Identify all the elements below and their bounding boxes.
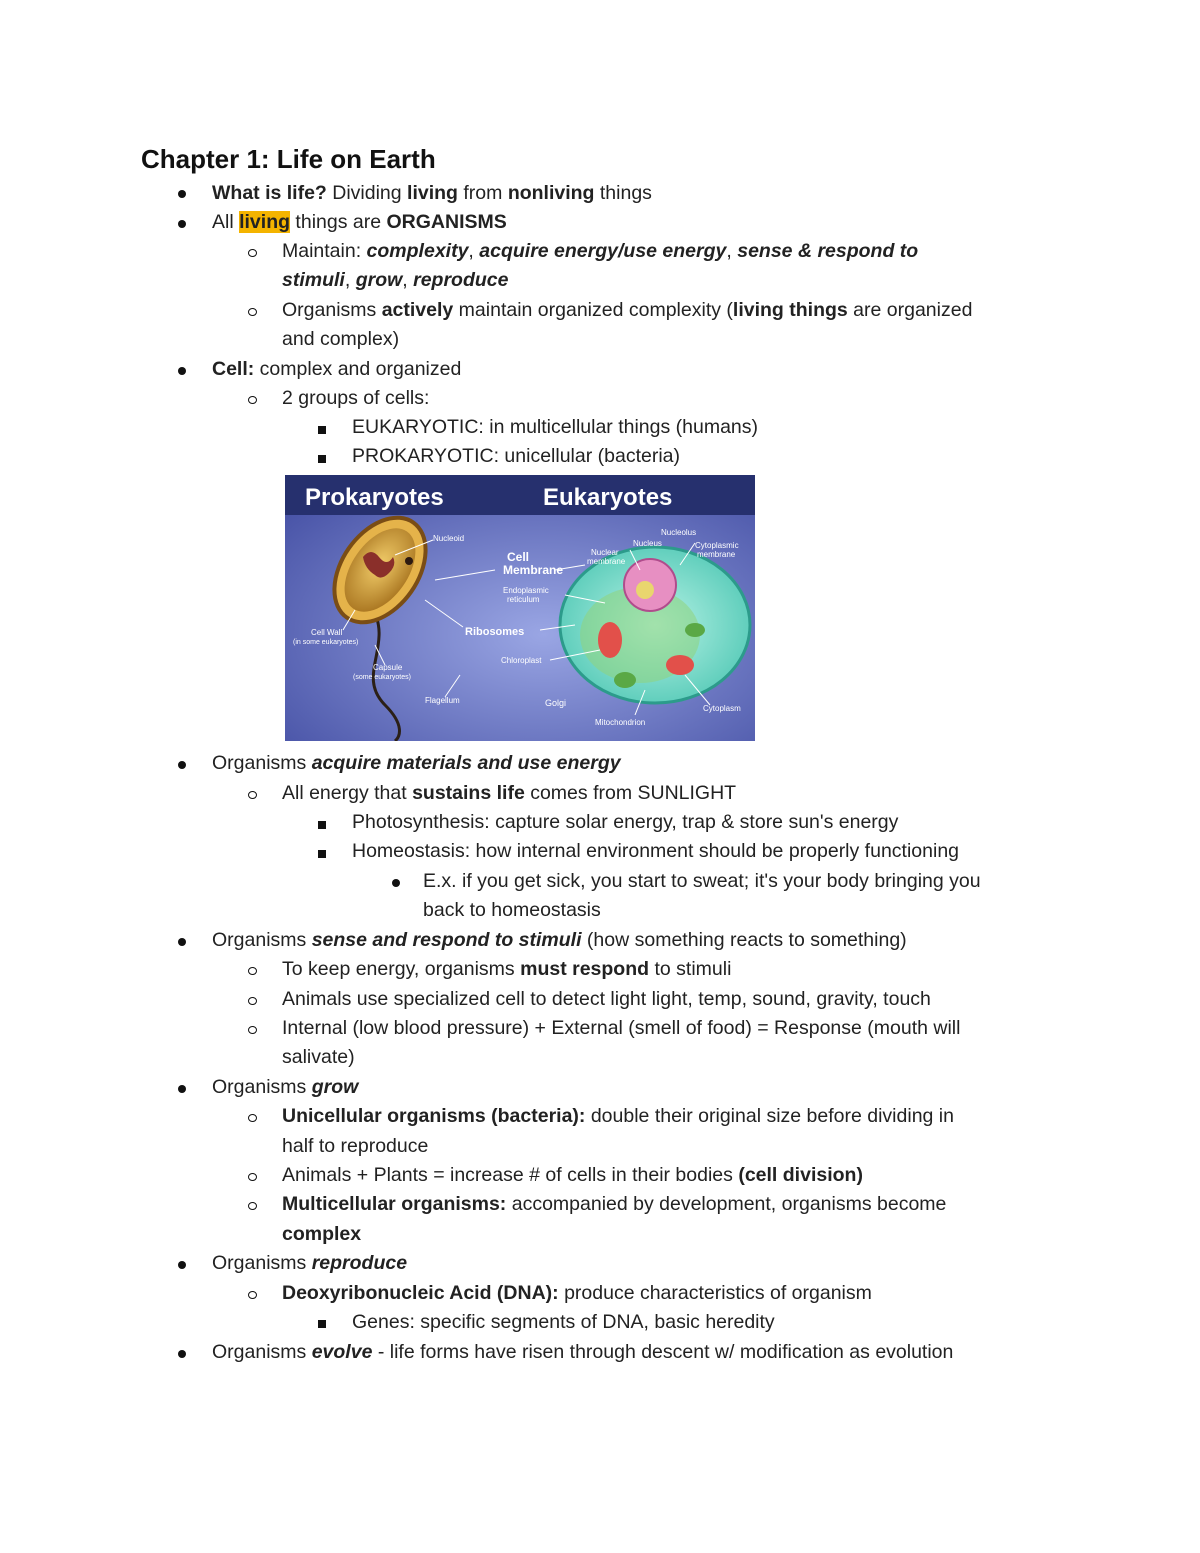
text-run: double their original size before dividing in	[585, 1105, 954, 1127]
bullet-disc	[178, 190, 186, 198]
note-line	[212, 355, 461, 385]
bullet-circle	[248, 1114, 257, 1122]
note-line	[282, 384, 429, 414]
bullet-disc	[178, 938, 186, 946]
text-run: Organisms	[282, 299, 382, 321]
label-cell-wall-sub: (in some eukaryotes)	[293, 639, 359, 646]
note-line	[352, 413, 758, 443]
text-run: All	[212, 211, 240, 233]
text-run: To keep energy, organisms	[282, 958, 521, 980]
note-line	[352, 1308, 775, 1338]
bullet-circle	[248, 1291, 257, 1299]
text-run: evolve	[311, 1341, 373, 1363]
label-membrane: Membrane	[502, 563, 564, 577]
note-line	[282, 1102, 954, 1132]
note-line	[282, 1043, 355, 1073]
text-run: E.x. if you get sick, you start to sweat; it's your body bringing you	[423, 870, 981, 892]
note-line	[282, 325, 399, 355]
label-flagellum: Flagellum	[425, 696, 460, 705]
heading-prokaryotes: Prokaryotes	[305, 484, 444, 511]
bullet-square	[318, 455, 326, 463]
text-run: Animals use specialized cell to detect light light, temp, sound, gravity, touch	[282, 988, 931, 1010]
text-run: must respond	[520, 958, 650, 980]
label-nuclear-membrane: membrane	[587, 557, 626, 566]
label-capsule-sub: (some eukaryotes)	[353, 674, 411, 681]
text-run: Photosynthesis: capture solar energy, trap & store sun's energy	[352, 811, 899, 833]
bullet-disc	[178, 367, 186, 375]
text-run: sense and respond to stimuli	[311, 929, 582, 951]
note-line	[352, 808, 898, 838]
label-ribosomes: Ribosomes	[465, 626, 525, 638]
text-run: Maintain:	[282, 240, 367, 262]
note-line	[212, 1338, 953, 1368]
text-run: grow	[355, 269, 403, 291]
note-line	[282, 1132, 428, 1162]
text-run: Homeostasis: how internal environment should be properly functioning	[352, 840, 960, 862]
text-run: Cell:	[212, 358, 255, 380]
text-run: All energy that	[282, 782, 413, 804]
text-run: Organisms	[212, 1076, 312, 1098]
text-run: Organisms	[212, 929, 312, 951]
text-run: produce characteristics of organism	[558, 1282, 872, 1304]
label-chloroplast: Chloroplast	[501, 656, 542, 665]
bullet-square	[318, 426, 326, 434]
label-cytoplasmic: Cytoplasmic	[695, 541, 739, 550]
bullet-disc	[178, 1350, 186, 1358]
text-run: sustains life	[412, 782, 525, 804]
label-cell-wall: Cell Wall	[311, 628, 343, 637]
label-golgi: Golgi	[545, 698, 567, 708]
text-run: Organisms	[212, 1252, 312, 1274]
text-run: ,	[402, 269, 414, 291]
text-run: Animals + Plants = increase # of cells in their bodies	[282, 1164, 739, 1186]
note-line	[212, 208, 507, 238]
bullet-circle	[248, 967, 257, 975]
label-er-sub: reticulum	[507, 595, 540, 604]
note-line	[282, 955, 731, 985]
label-nuclear: Nuclear	[591, 548, 619, 557]
label-cytoplasm: Cytoplasm	[703, 704, 741, 713]
bullet-disc	[178, 761, 186, 769]
bullet-circle	[248, 1202, 257, 1210]
text-run: Organisms	[212, 752, 312, 774]
bullet-circle	[248, 1026, 257, 1034]
label-mitochondrion: Mitochondrion	[595, 718, 646, 727]
label-cytoplasmic-membrane: membrane	[697, 550, 736, 559]
text-run: sense & respond to	[737, 240, 919, 262]
text-run: Internal (low blood pressure) + External (smell of food) = Response (mouth will	[282, 1017, 961, 1039]
text-run: acquire energy/use energy	[479, 240, 727, 262]
label-er: Endoplasmic	[503, 586, 549, 595]
note-line	[282, 1161, 863, 1191]
text-run: ORGANISMS	[386, 211, 507, 233]
text-run: living things	[732, 299, 848, 321]
bullet-disc	[392, 879, 400, 887]
text-run: and complex)	[282, 328, 400, 350]
text-run: stimuli	[282, 269, 345, 291]
text-run: reproduce	[311, 1252, 408, 1274]
bullet-circle	[248, 249, 257, 257]
note-line	[282, 985, 931, 1015]
bullet-circle	[248, 1173, 257, 1181]
note-line	[282, 1190, 946, 1220]
note-line	[423, 896, 601, 926]
note-line	[282, 779, 736, 809]
text-run: complexity	[366, 240, 469, 262]
text-run: 2 groups of cells:	[282, 387, 430, 409]
text-run: complex	[282, 1223, 362, 1245]
note-line	[352, 837, 959, 867]
text-run: half to reproduce	[282, 1135, 429, 1157]
page-title: Chapter 1: Life on Earth	[141, 144, 436, 174]
text-run: comes from SUNLIGHT	[524, 782, 737, 804]
bullet-disc	[178, 220, 186, 228]
bullet-disc	[178, 1261, 186, 1269]
label-capsule: Capsule	[373, 663, 403, 672]
eukaryote-cell	[560, 547, 750, 703]
bullet-circle	[248, 308, 257, 316]
note-line	[282, 237, 918, 267]
text-run: maintain organized complexity (	[453, 299, 733, 321]
text-run: Multicellular organisms:	[282, 1193, 507, 1215]
bullet-circle	[248, 791, 257, 799]
cell-comparison-illustration	[285, 475, 755, 741]
note-line	[282, 1279, 872, 1309]
text-run: things	[594, 182, 652, 204]
note-line	[212, 1249, 407, 1279]
text-run: actively	[381, 299, 454, 321]
text-run: things are	[290, 211, 387, 233]
text-run: back to homeostasis	[423, 899, 601, 921]
label-nucleolus: Nucleolus	[661, 528, 697, 537]
text-run: living	[407, 182, 458, 204]
heading-eukaryotes: Eukaryotes	[543, 484, 673, 511]
text-run: salivate)	[282, 1046, 355, 1068]
note-line	[352, 442, 680, 472]
label-cell: Cell	[506, 550, 530, 564]
text-run: reproduce	[413, 269, 509, 291]
text-run: nonliving	[507, 182, 595, 204]
text-run: complex and organized	[254, 358, 462, 380]
note-line	[212, 1073, 358, 1103]
bullet-disc	[178, 1085, 186, 1093]
text-run: Deoxyribonucleic Acid (DNA):	[282, 1282, 559, 1304]
text-run: are organized	[847, 299, 973, 321]
text-run: from	[457, 182, 508, 204]
note-line	[282, 266, 508, 296]
note-line	[282, 296, 972, 326]
text-run: Unicellular organisms (bacteria):	[282, 1105, 586, 1127]
bullet-square	[318, 1320, 326, 1328]
note-line	[212, 926, 907, 956]
text-run: Dividing	[326, 182, 408, 204]
text-run: to stimuli	[649, 958, 732, 980]
text-run: (cell division)	[738, 1164, 863, 1186]
note-line	[423, 867, 981, 897]
text-run: grow	[311, 1076, 359, 1098]
bullet-square	[318, 850, 326, 858]
note-line	[212, 179, 652, 209]
bullet-square	[318, 821, 326, 829]
text-run: ,	[344, 269, 356, 291]
note-line	[282, 1220, 361, 1250]
text-run: (how something reacts to something)	[581, 929, 907, 951]
label-nucleus: Nucleus	[633, 539, 662, 548]
label-nucleoid: Nucleoid	[433, 534, 465, 543]
note-line	[282, 1014, 960, 1044]
bullet-circle	[248, 396, 257, 404]
text-run: ,	[726, 240, 738, 262]
text-run: acquire materials and use energy	[311, 752, 621, 774]
text-run: Organisms	[212, 1341, 312, 1363]
text-run: ,	[468, 240, 480, 262]
text-run: Genes: specific segments of DNA, basic heredity	[352, 1311, 775, 1333]
text-run: accompanied by development, organisms become	[506, 1193, 947, 1215]
text-run: PROKARYOTIC: unicellular (bacteria)	[352, 445, 680, 467]
text-run: EUKARYOTIC: in multicellular things (humans)	[352, 416, 759, 438]
text-run: - life forms have risen through descent w/ modification as evolution	[372, 1341, 954, 1363]
text-run: What is life?	[212, 182, 327, 204]
bullet-circle	[248, 997, 257, 1005]
text-run: living	[239, 211, 291, 233]
note-line	[212, 749, 621, 779]
